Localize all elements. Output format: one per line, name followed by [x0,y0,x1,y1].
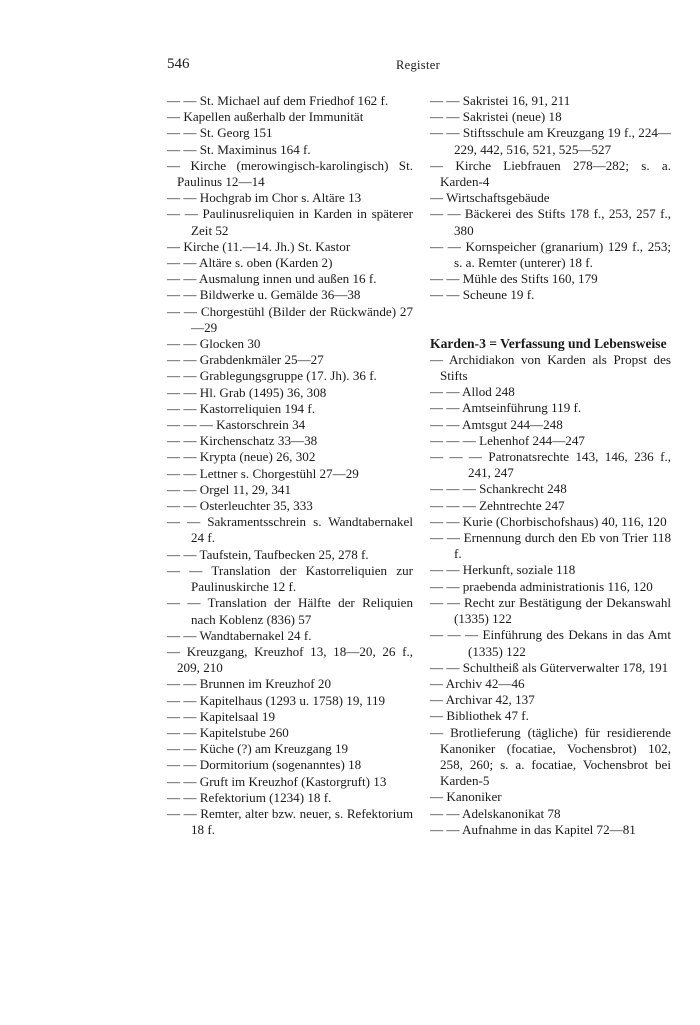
entry-dash: — — [430,93,463,108]
entry-dash: — — [167,465,200,481]
entry-dash: — — [430,206,465,222]
section-gap [430,304,671,336]
index-entry [167,271,413,287]
entry-text: Grablegungsgruppe (17. Jh). 36 f. [199,368,377,384]
entry-text: Scheune 19 f. [462,287,535,303]
entry-text: Archidiakon von Karden als Propst des Stifts [440,351,675,384]
entry-text: Grabdenkmäler 25—27 [199,352,324,368]
entry-text: Kreuzgang, Kreuzhof 13, 18—20, 26 f., 209, 210 [177,643,417,676]
entry-text: Patronatsrechte 143, 146, 236 f., 241, 247 [468,449,675,481]
entry-dash: — — [167,562,212,578]
entry-text: Kirche Liebfrauen 278—282; s. a. Karden-4 [440,157,675,190]
entry-dash: — [167,643,187,659]
entry-dash: — — [430,400,463,416]
index-entry [430,109,671,125]
entry-dash: — — [167,352,200,368]
entry-dash: — — [167,125,200,141]
index-entry [167,595,417,627]
index-entry [167,547,413,563]
entry-text: Chorgestühl (Bilder der Rückwände) 27—29 [191,303,413,335]
index-entry [167,385,413,401]
entry-text: Herkunft, soziale 118 [462,562,576,578]
left-column [167,93,417,838]
entry-text: Lehenhof 244—247 [479,432,585,448]
entry-text: Altäre s. oben (Karden 2) [199,255,333,271]
entry-dash: — — [167,773,200,789]
entry-text: Kornspeicher (granarium) 129 f., 253; s. a. Remter (unterer) 18 f. [454,238,675,271]
entry-text: Amtseinführung 119 f. [462,400,582,416]
entry-dash: — — — [167,417,217,433]
entry-dash: — [430,675,446,691]
entry-text: Hochgrab im Chor s. Altäre 13 [199,190,362,206]
entry-text: Bibliothek 47 f. [446,708,529,724]
entry-text: Brotlieferung (tägliche) für residierende Kanoniker (focatiae, Vochensbrot) 102, 258, 260; s. a. focatiae, Vochensbrot bei Karden-5 [440,724,675,789]
page-number: 546 [167,56,190,72]
entry-dash: — — [430,271,463,287]
index-entry [430,676,671,692]
entry-text: Orgel 11, 29, 341 [199,481,292,497]
entry-dash: — — [430,513,463,529]
entry-dash: — [167,109,184,125]
entry-text: Ausmalung innen und außen 16 f. [199,271,377,287]
index-entry [167,417,413,433]
index-entry [167,287,413,303]
entry-dash: — — [167,336,200,352]
entry-text: Küche (?) am Kreuzgang 19 [199,741,349,757]
entry-dash: — — [167,708,200,724]
entry-text: Sakristei (neue) 18 [462,109,562,125]
index-entry [167,109,413,125]
index-entry [430,514,671,530]
entry-text: Lettner s. Chorgestühl 27—29 [199,465,359,481]
entry-dash: — — — [430,432,480,448]
index-entry [167,304,413,336]
index-entry [167,190,413,206]
index-entry [430,417,671,433]
entry-dash: — — [167,546,200,562]
right-column [430,93,675,838]
index-entry [167,433,413,449]
entry-text: Kirche (11.—14. Jh.) St. Kastor [183,238,351,254]
entry-text: Schultheiß als Güterverwalter 178, 191 [462,659,669,675]
entry-text: Kastorschrein 34 [216,417,306,433]
index-entry [430,708,671,724]
index-entry [167,498,413,514]
entry-text: Krypta (neue) 26, 302 [199,449,316,465]
index-entry [167,368,413,384]
entry-text: Wirtschaftsgebäude [446,190,550,206]
entry-dash: — — [167,287,200,303]
index-entry [430,562,671,578]
entry-dash: — — [167,384,200,400]
index-entry [167,336,413,352]
index-entry [167,482,413,498]
index-entry [167,774,413,790]
entry-dash: — — [430,109,463,125]
entry-text: Translation der Kastorreliquien zur Paulinuskirche 12 f. [191,562,417,595]
entry-text: Kapitelhaus (1293 u. 1758) 19, 119 [199,692,386,708]
entry-dash: — — [430,805,463,821]
index-entry [167,628,413,644]
entry-dash: — — [167,676,200,692]
entry-text: Bäckerei des Stifts 178 f., 253, 257 f., 380 [454,206,675,238]
index-entry [430,449,675,481]
entry-dash: — — [167,481,200,497]
entry-text: Hl. Grab (1495) 36, 308 [199,384,327,400]
entry-dash: — — [167,400,200,416]
entry-text: Remter, alter bzw. neuer, s. Refektorium 18 f. [191,805,417,838]
index-entry [430,384,671,400]
entry-text: Kirchenschatz 33—38 [199,433,318,449]
entry-text: Aufnahme in das Kapitel 72—81 [462,821,636,837]
entry-dash: — [430,724,451,740]
entry-dash: — — [167,255,200,271]
index-entry [430,206,675,238]
index-entry [167,239,413,255]
entry-text: Mühle des Stifts 160, 179 [462,271,598,287]
entry-dash: — — [430,594,465,610]
entry-dash: — — [167,757,200,773]
section-heading: Karden-3 = Verfassung und Lebensweise [430,335,667,351]
index-entry [167,449,413,465]
running-head: Register [396,58,441,72]
entry-text: Translation der Hälfte der Reliquien nach Koblenz (836) 57 [191,595,417,627]
entry-dash: — — [167,805,201,821]
index-entry [430,238,675,271]
entry-text: Kanoniker [446,789,502,805]
entry-dash: — — [430,287,463,303]
entry-text: Amtsgut 244—248 [462,416,563,432]
entry-dash: — — [167,141,200,157]
entry-text: Zehntrechte 247 [479,497,565,513]
entry-dash: — — [430,562,463,578]
index-entry [167,757,413,773]
index-entry [430,498,671,514]
entry-text: Bildwerke u. Gemälde 36—38 [199,287,361,303]
index-entry [167,466,413,482]
index-entry [167,643,417,676]
index-entry [430,530,675,562]
index-entry [430,806,671,822]
entry-text: Sakramentsschrein s. Wandtabernakel 24 f. [191,514,417,546]
index-entry [167,725,413,741]
entry-dash: — — [167,303,201,319]
index-entry [430,433,671,449]
entry-dash: — — [167,368,200,384]
entry-text: Allod 248 [462,384,515,400]
index-entry [167,93,413,109]
entry-text: Stiftsschule am Kreuzgang 19 f., 224—229, 442, 516, 521, 525—527 [454,125,672,157]
index-entry [430,157,675,190]
index-entry [430,190,671,206]
entry-dash: — — [167,627,200,643]
entry-text: Kapellen außerhalb der Immunität [183,109,364,125]
entry-text: St. Michael auf dem Friedhof 162 f. [199,93,389,108]
entry-dash: — [430,789,447,805]
entry-dash: — — [430,578,463,594]
entry-text: Osterleuchter 35, 333 [199,498,313,514]
entry-text: Glocken 30 [199,336,261,352]
index-entry [430,594,675,627]
entry-text: Archiv 42—46 [445,675,525,691]
index-entry [430,627,675,659]
entry-dash: — [430,692,446,708]
index-entry [167,790,413,806]
entry-text: Sakristei 16, 91, 211 [462,93,571,108]
index-entry [167,676,413,692]
entry-dash: — — [430,238,466,254]
entry-dash: — — [167,514,208,530]
entry-dash: — [430,157,456,173]
entry-dash: — — [167,724,200,740]
entry-dash: — — [167,692,200,708]
entry-dash: — — [167,498,200,514]
index-entry [430,93,671,109]
index-entry [430,481,671,497]
index-entry [167,206,417,238]
entry-dash: — — [430,530,464,546]
index-entry [430,660,671,676]
entry-text: Kastorreliquien 194 f. [199,400,316,416]
entry-dash: — — [167,433,200,449]
entry-text: Kurie (Chorbischofshaus) 40, 116, 120 [462,513,667,529]
index-entry [167,562,417,595]
index-entry [430,579,671,595]
entry-dash: — [167,238,184,254]
entry-dash: — — [167,789,200,805]
index-entry [430,400,671,416]
entry-text: Refektorium (1234) 18 f. [199,789,332,805]
entry-text: Gruft im Kreuzhof (Kastorgruft) 13 [199,773,387,789]
entry-dash: — — [167,271,200,287]
index-entry [430,351,675,384]
entry-text: Archivar 42, 137 [445,692,535,708]
entry-dash: — — [167,741,200,757]
entry-text: Einführung des Dekans in das Amt (1335) 122 [468,627,675,659]
entry-dash: — — — [430,481,480,497]
index-entry [167,401,413,417]
entry-text: Ernennung durch den Eb von Trier 118 f. [454,530,675,562]
entry-dash: — [430,190,447,206]
index-entry [167,142,413,158]
entry-dash: — — [430,821,463,837]
entry-dash: — — [430,416,463,432]
index-entry [167,157,417,190]
index-entry [167,352,413,368]
entry-text: Taufstein, Taufbecken 25, 278 f. [199,546,369,562]
index-entry [430,789,671,805]
entry-dash: — [430,708,447,724]
index-entry [167,741,413,757]
entry-dash: — — [430,659,463,675]
entry-text: Kirche (merowingisch-karolingisch) St. Paulinus 12—14 [177,157,417,190]
entry-dash: — — — [430,627,483,643]
index-entry [430,822,671,838]
entry-text: Schankrecht 248 [479,481,567,497]
entry-text: Kapitelstube 260 [199,724,289,740]
entry-text: Paulinusreliquien in Karden in späterer Zeit 52 [191,206,417,238]
entry-text: Brunnen im Kreuzhof 20 [199,676,332,692]
index-entry [167,514,417,546]
entry-dash: — — — [430,449,489,465]
entry-text: Wandtabernakel 24 f. [199,627,312,643]
entry-dash: — — [167,595,208,611]
entry-text: Adelskanonikat 78 [462,805,561,821]
index-entry [167,709,413,725]
index-entry [430,287,671,303]
entry-dash: — — [167,206,203,222]
entry-dash: — — [167,93,200,108]
index-entry [167,805,417,838]
entry-text: St. Maximinus 164 f. [199,141,311,157]
entry-text: Kapitelsaal 19 [199,708,275,724]
entry-dash: — — — [430,497,480,513]
index-entry [167,125,413,141]
entry-dash: — — [167,449,200,465]
index-entry [430,692,671,708]
entry-dash: — — [167,190,200,206]
entry-text: Recht zur Bestätigung der Dekanswahl (1335) 122 [454,594,675,627]
entry-dash: — — [430,125,463,141]
entry-text: praebenda administrationis 116, 120 [462,578,653,594]
index-entry [430,271,671,287]
index-entry [167,693,413,709]
entry-text: Dormitorium (sogenanntes) 18 [199,757,362,773]
index-entry [430,724,675,790]
entry-text: St. Georg 151 [199,125,273,141]
index-entry [430,125,671,157]
entry-dash: — [167,157,191,173]
index-entry [167,255,413,271]
entry-dash: — [430,351,449,367]
entry-dash: — — [430,384,463,400]
